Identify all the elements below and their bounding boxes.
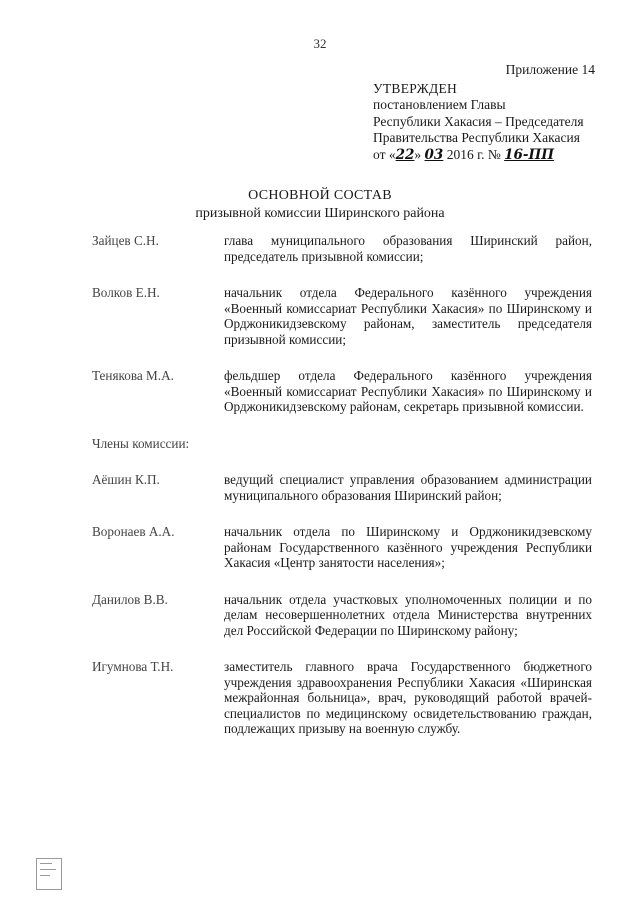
commission-roster: [92, 233, 602, 737]
approved-label: УТВЕРЖДЕН: [373, 80, 458, 96]
date-day-handwritten: 22: [395, 146, 415, 163]
members-label: Члены комиссии:: [92, 435, 190, 451]
approval-line-3: Правительства Республики Хакасия: [373, 130, 580, 145]
roster-entry: [92, 592, 602, 639]
approval-line-2: Республики Хакасия – Председателя: [373, 113, 584, 129]
member-position: заместитель главного врача Государственного бюджетного учреждения здравоохранения Республики Хакасия «Ширинская межрайонная больница», врач, руководящий работой врачей-специалистов по медицинскому освидетельствованию граждан, подлежащих призыву на военную службу.: [224, 659, 592, 736]
member-name: Волков Е.Н.: [92, 285, 160, 300]
member-position: глава муниципального образования Ширинский район, председатель призывной комиссии;: [224, 233, 592, 264]
roster-entry: [92, 233, 602, 264]
members-heading-row: [92, 436, 602, 452]
title-heading: ОСНОВНОЙ СОСТАВ: [248, 188, 392, 203]
member-position: ведущий специалист управления образованием администрации муниципального образования Ширинский район;: [224, 472, 592, 503]
roster-entry: [92, 524, 602, 571]
member-position: начальник отдела по Ширинскому и Орджоникидзевскому районам Государственного казённого учреждения Республики Хакасия «Центр занятости населения»;: [224, 524, 592, 570]
member-name: Зайцев С.Н.: [92, 233, 159, 248]
approval-block: [373, 62, 613, 163]
member-name: Тенякова М.А.: [92, 368, 174, 383]
approval-line-1: постановлением Главы: [373, 97, 506, 112]
title-subheading: призывной комиссии Ширинского района: [195, 206, 445, 221]
date-year: 2016 г. №: [443, 146, 505, 162]
member-name: Аёшин К.П.: [92, 472, 160, 487]
member-position: начальник отдела Федерального казённого учреждения «Военный комиссариат Республики Хакасия» по Ширинскому и Орджоникидзевскому районам, заместитель председателя призывной комиссии;: [224, 285, 592, 347]
date-month-handwritten: 03: [424, 146, 444, 163]
decree-number-handwritten: 16-ПП: [504, 146, 555, 163]
member-name: Воронаев А.А.: [92, 524, 175, 539]
appendix-label: Приложение 14: [505, 62, 595, 77]
date-prefix: от «: [373, 146, 396, 162]
approval-date-line: [373, 147, 613, 164]
registration-stamp-icon: [36, 858, 62, 890]
roster-entry: [92, 472, 602, 503]
roster-entry: [92, 368, 602, 415]
date-mid: »: [414, 146, 425, 162]
member-position: фельдшер отдела Федерального казённого учреждения «Военный комиссариат Республики Хакасия» по Ширинскому и Орджоникидзевскому районам, секретарь призывной комиссии.: [224, 368, 592, 414]
member-position: начальник отдела участковых уполномоченных полиции и по делам несовершеннолетних отдела Министерства внутренних дел Российской Федерации по Ширинскому району;: [224, 591, 592, 638]
roster-entry: [92, 285, 602, 347]
document-title: [0, 187, 640, 223]
member-name: Игумнова Т.Н.: [92, 659, 174, 674]
page-number: 32: [313, 36, 327, 51]
roster-entry: [92, 659, 602, 737]
member-name: Данилов В.В.: [92, 591, 168, 607]
